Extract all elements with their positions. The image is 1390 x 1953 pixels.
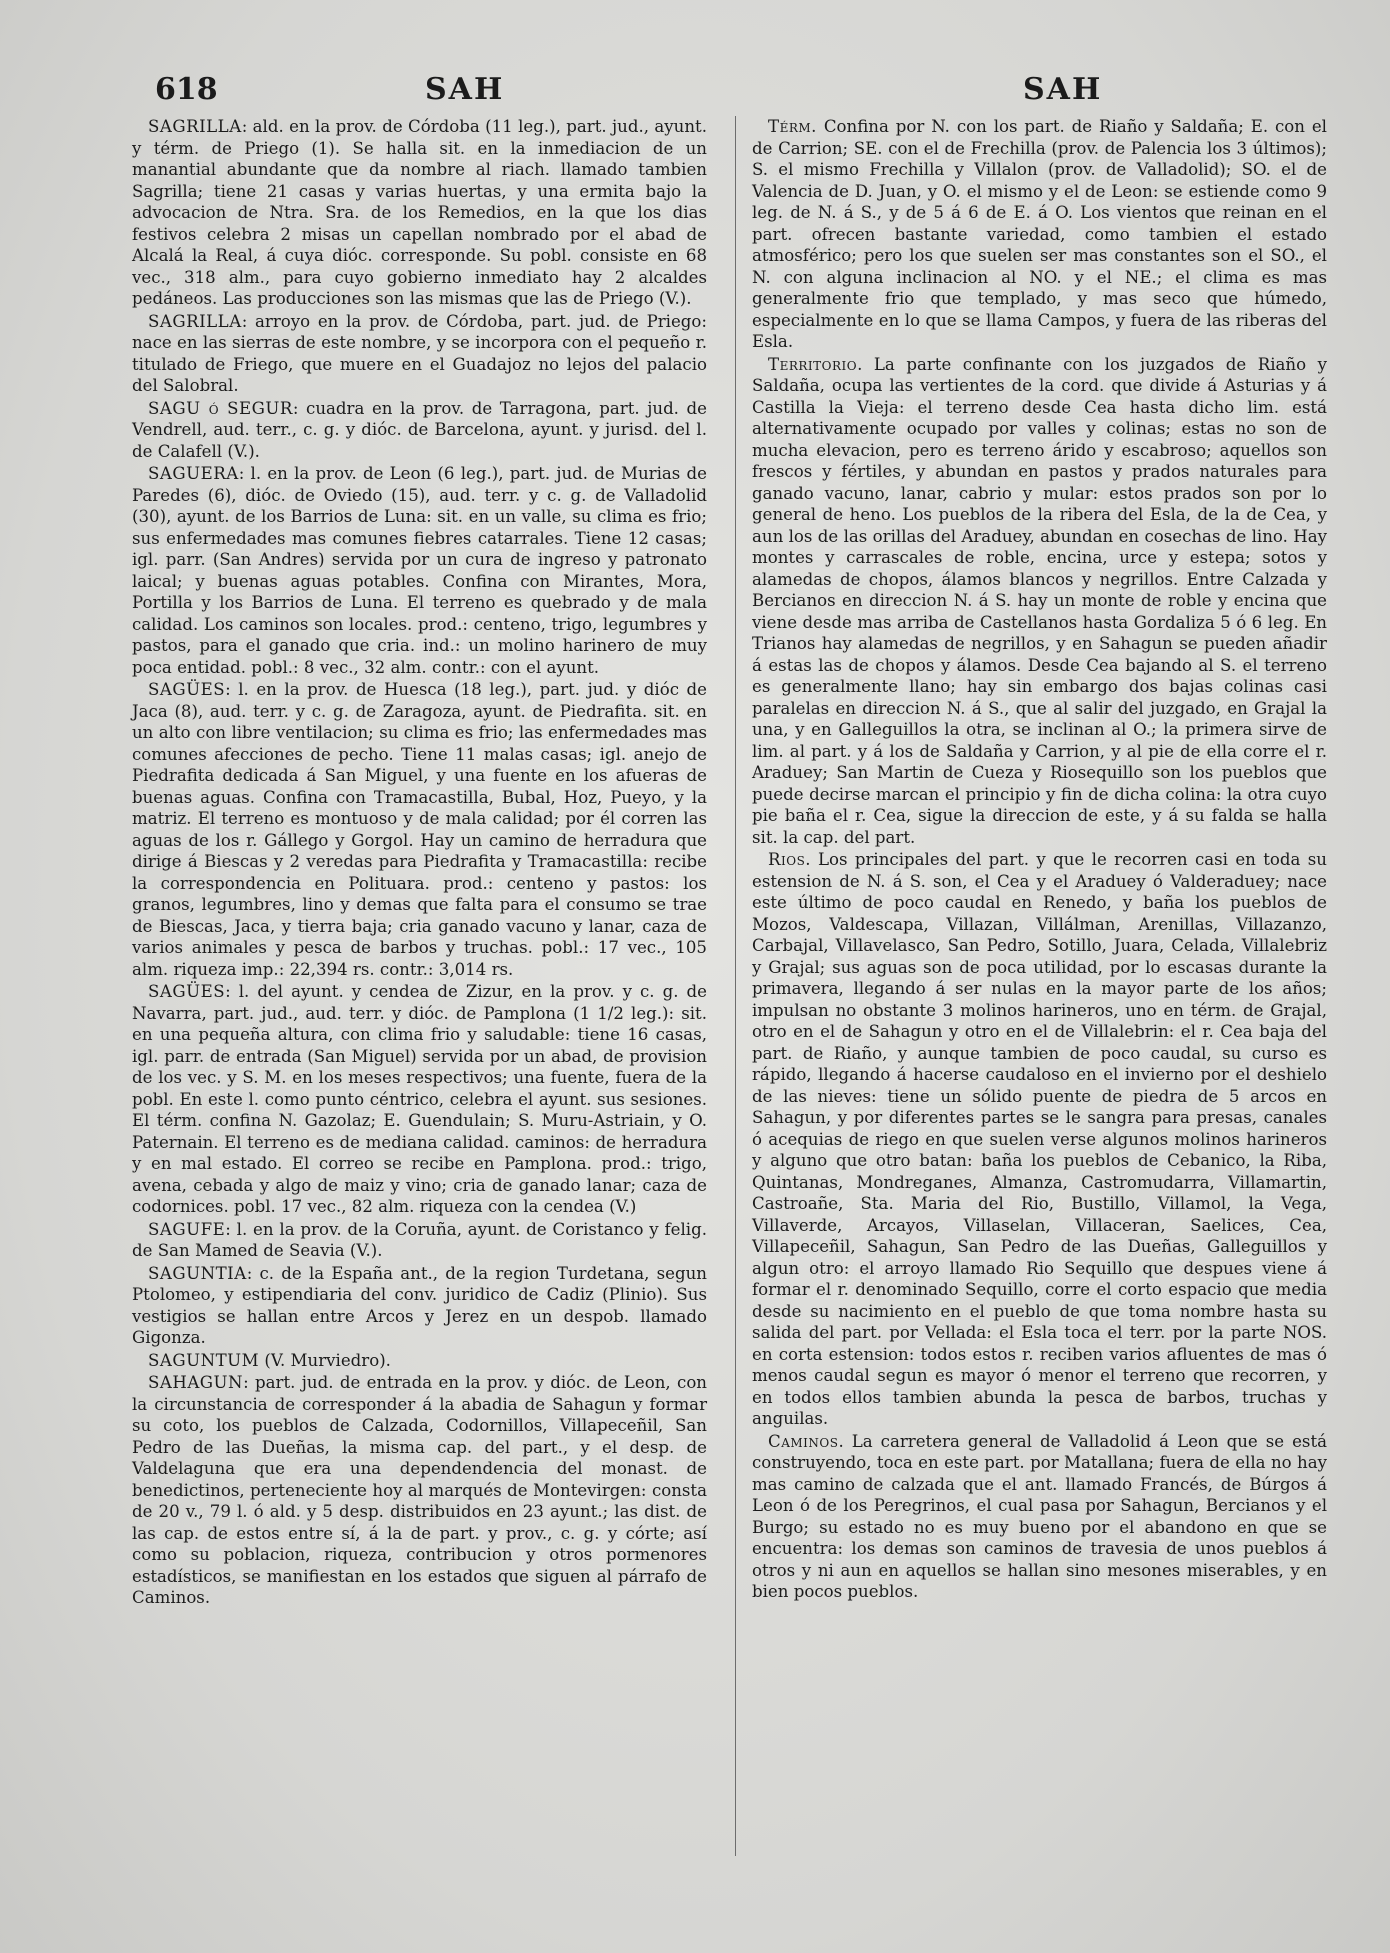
entry-text: (V. Murviedro). [259, 1350, 391, 1370]
entry-saguntia [132, 1263, 707, 1349]
entry-text: : part. jud. de entrada en la prov. y dióc. de Leon, con la circunstancia de corresponder á la abadia de Sahagun y formar su coto, los pueblos de Calzada, Codornillos, Villapeceñil, San Pedro de las Dueñas, la misma cap. del part., y el desp. de Valdelaguna que era una dependendencia del monast. de benedictinos, perteneciente hoy al marqués de Montevirgen: consta de 20 v., 79 l. ó ald. y 5 desp. distribuidos en 23 ayunt.; las dist. de las cap. de estos entre sí, á la de part. y prov., c. g. y córte; así como su poblacion, riqueza, contribucion y otros pormenores estadísticos, se manifiestan en los estados que siguen al párrafo de Caminos. [132, 1373, 707, 1607]
entry-sagrilla-arroyo [132, 311, 707, 397]
entry-headword: SAGRILLA [148, 117, 242, 136]
entry-text: : c. de la España ant., de la region Turdetana, segun Ptolomeo, y estipendiaria del conv. juridico de Cadiz (Plinio). Sus vestigios se hallan entre Arcos y Jerez en un despob. llamado Gigonza. [132, 1263, 707, 1347]
column-divider [735, 116, 736, 1856]
section-text: . La parte confinante con los juzgados de Riaño y Saldaña, ocupa las vertientes de la cord. que divide á Asturias y á Castilla la Vieja: el terreno desde Cea hasta dicho lim. está alternativamente ocupado por valles y colinas; estas no son de mucha elevacion, pero es terreno árido y escabroso; aquellos son frescos y fértiles, y abundan en pastos y prados naturales para ganado vacuno, lanar, cabrio y mular: estos prados son por lo general de heno. Los pueblos de la ribera del Esla, de la de Cea, y aun los de las orillas del Araduey, abundan en cosechas de lino. Hay montes y carrascales de roble, encina, urce y estepa; sotos y alamedas de chopos, álamos blancos y negrillos. Entre Calzada y Bercianos en direccion N. á S. hay un monte de roble y encina que viene desde mas arriba de Castellanos hasta Gordaliza 5 ó 6 leg. En Trianos hay alamedas de negrillos, y en Sahagun se pueden añadir á estas las de chopos y álamos. Desde Cea bajando al S. el terreno es generalmente llano; hay sin embargo dos bajas colinas casi paralelas en direccion N. á S., que al salir del juzgado, en Grajal la una, y en Galleguillos la otra, se inclinan al O.; la primera sirve de lim. al part. y á los de Saldaña y Carrion, y al pie de ella corre el r. Araduey; San Martin de Cueza y Riosequillo son los pueblos que puede decirse marcan el principio y fin de dicha colina: la otra cuyo pie baña el r. Cea, sigue la direccion de este, y á su falda se halla sit. la cap. del part. [752, 354, 1327, 847]
section-heading: Rios [768, 850, 806, 869]
section-text: Confina por N. con los part. de Riaño y Saldaña; E. con el de Carrion; SE. con el de Frechilla (prov. de Palencia los 3 últimos); S. el mismo Frechilla y Villalon (prov. de Valladolid); SO. el de Valencia de D. Juan, y O. el mismo y el de Leon: se estiende como 9 leg. de N. á S., y de 5 á 6 de E. á O. Los vientos que reinan en el part. ofrecen bastante variedad, como tambien el estado atmosférico; pero los que suelen ser mas constantes son el SO., el N. con alguna inclinacion al NO. y el NE.; el clima es mas generalmente frio que templado, y mas seco que húmedo, especialmente en lo que se llama Campos, y fuera de las riberas del Esla. [752, 117, 1327, 351]
page-number: 618 [155, 72, 218, 107]
section-text: . Los principales del part. y que le recorren casi en toda su estension de N. á S. son, el Cea y el Araduey ó Valderaduey; nace este último de poco caudal en Renedo, y baña los pueblos de Mozos, Valdescapa, Villazan, Villálman, Arenillas, Villazanzo, Carbajal, Villavelasco, San Pedro, Sotillo, Juara, Celada, Villalebriz y Grajal; sus aguas son de poca utilidad, por lo escasas durante la primavera, llegando á ser nulas en la mayor parte de los años; impulsan no obstante 3 molinos harineros, uno en térm. de Grajal, otro en el de Sahagun y otro en el de Villalebrin: el r. Cea baja del part. de Riaño, y aunque tambien de poco caudal, su curso es rápido, llegando á hacerse caudaloso en el invierno por el deshielo de las nieves: tiene un sólido puente de piedra de 5 arcos en Sahagun, y por diferentes partes se le sangra para presas, canales ó acequias de riego en que suelen verse algunos molinos harineros y alguno que otro batan: baña los pueblos de Cebanico, la Riba, Quintanas, Mondreganes, Almanza, Castromudarra, Villamartin, Castroañe, Sta. Maria del Rio, Bustillo, Villamol, la Vega, Villaverde, Arcayos, Villaselan, Villaceran, Saelices, Cea, Villapeceñil, Sahagun, San Pedro de las Dueñas, Galleguillos y algun otro: el arroyo llamado Rio Sequillo que despues viene á formar el r. denominado Sequillo, corre el corto espacio que media desde su nacimiento en el pueblo de que toma nombre hasta su salida del part. por Vellada: el Esla toca el terr. por la parte NOS. en corta estension: todos estos r. reciben varios afluentes de mas ó menos caudal segun es mayor ó menor el terreno que recorren, y en todos ellos tambien abunda la pesca de barbos, truchas y anguilas. [752, 850, 1327, 1428]
entry-text: : l. en la prov. de la Coruña, ayunt. de Coristanco y felig. de San Mamed de Seavia (V.). [132, 1219, 707, 1260]
page-header [155, 72, 1310, 112]
section-caminos [752, 1431, 1327, 1603]
entry-headword: SAGÜES [148, 680, 226, 699]
section-termino [752, 116, 1327, 353]
section-heading: Térm. [768, 117, 817, 136]
section-territorio [752, 354, 1327, 849]
entry-sagues-huesca [132, 679, 707, 980]
entry-text: : l. en la prov. de Leon (6 leg.), part. jud. de Murias de Paredes (6), dióc. de Oviedo (15), aud. terr. y c. g. de Valladolid (30), ayunt. de los Barrios de Luna: sit. en un valle, su clima es frio; sus enfermedades mas comunes fiebres catarrales. Tiene 12 casas; igl. parr. (San Andres) servida por un cura de ingreso y patronato laical; y buenas aguas potables. Confina con Mirantes, Mora, Portilla y los Barrios de Luna. El terreno es quebrado y de mala calidad. Los caminos son locales. prod.: centeno, trigo, legumbres y pastos, para el ganado que cria. ind.: un molino harinero de muy poca entidad. pobl.: 8 vec., 32 alm. contr.: con el ayunt. [132, 464, 707, 677]
entry-saguntum [132, 1350, 707, 1372]
right-column [752, 116, 1327, 1604]
entry-text: : arroyo en la prov. de Córdoba, part. jud. de Priego: nace en las sierras de este nombre, y se incorpora con el pequeño r. titulado de Friego, que muere en el Guadajoz no lejos del palacio del Salobral. [132, 311, 707, 395]
entry-headword: SAGRILLA [148, 311, 242, 331]
entry-headword: SAGUERA [148, 464, 239, 483]
entry-sagues-navarra [132, 981, 707, 1218]
entry-headword: SAGÜES [148, 982, 226, 1001]
entry-text: : l. en la prov. de Huesca (18 leg.), part. jud. y dióc de Jaca (8), aud. terr. y c. g. de Zaragoza, ayunt. de Piedrafita. sit. en un alto con libre ventilacion; su clima es frio; las enfermedades mas comunes afecciones de pecho. Tiene 11 malas casas; igl. anejo de Piedrafita dedicada á San Miguel, y una fuente en los afueras de buenas aguas. Confina con Tramacastilla, Bubal, Hoz, Pueyo, y la matriz. El terreno es montuoso y de mala calidad; por él corren las aguas de los r. Gállego y Gorgol. Hay un camino de herradura que dirige á Biescas y 2 veredas para Piedrafita y Tramacastilla: recibe la correspondencia en Polituara. prod.: centeno y pastos: los granos, legumbres, lino y demas que falta para el consumo se trae de Biescas, Jaca, y tierra baja; cria ganado vacuno y lanar, caza de varios animales y pesca de barbos y truchas. pobl.: 17 vec., 105 alm. riqueza imp.: 22,394 rs. contr.: 3,014 rs. [132, 680, 707, 979]
entry-sagu [132, 398, 707, 463]
section-text: . La carretera general de Valladolid á Leon que se está construyendo, toca en este part. por Matallana; fuera de ella no hay mas camino de calzada que el ant. llamado Francés, de Búrgos á Leon ó de los Peregrinos, el cual pasa por Sahagun, Bercianos y el Burgo; su estado no es muy bueno por el abandono en que se encuentra: los demas son caminos de travesia de unos pueblos á otros y ni aun en aquellos se hallan sino mesones miserables, y en bien pocos pueblos. [752, 1431, 1327, 1601]
section-heading: Territorio [768, 354, 858, 374]
entry-text: : ald. en la prov. de Córdoba (11 leg.), part. jud., ayunt. y térm. de Priego (1). Se halla sit. en la inmediacion de un manantial abundante que da nombre al riach. llamado tambien Sagrilla; tiene 21 casas y varias huertas, y una ermita bajo la advocacion de Ntra. Sra. de los Remedios, en la que los dias festivos celebra 2 misas un capellan nombrado por el abad de Alcalá la Real, á cuya dióc. corresponde. Su pobl. consiste en 68 vec., 318 alm., para cuyo gobierno inmediato hay 2 alcaldes pedáneos. Las producciones son las mismas que las de Priego (V.). [132, 117, 707, 308]
running-head-left: SAH [425, 72, 505, 107]
entry-text: : cuadra en la prov. de Tarragona, part. jud. de Vendrell, aud. terr., c. g. y dióc. de Barcelona, ayunt. y jurisd. del l. de Calafell (V.). [132, 398, 708, 461]
entry-sagrilla-ald [132, 116, 707, 310]
entry-headword: SAGUNTIA [148, 1263, 247, 1283]
entry-sagufe [132, 1219, 707, 1262]
entry-saguera [132, 463, 707, 678]
running-head-right: SAH [1023, 72, 1103, 107]
entry-text: : l. del ayunt. y cendea de Zizur, en la prov. y c. g. de Navarra, part. jud., aud. terr. y dióc. de Pamplona (1 1/2 leg.): sit. en una pequeña altura, con clima frio y saludable: tiene 16 casas, igl. parr. de entrada (San Miguel) servida por un abad, de provision de los vec. y S. M. en los meses respectivos; una fuente, fuera de la pobl. En este l. como punto céntrico, celebra el ayunt. sus sesiones. El térm. confina N. Gazolaz; E. Guendulain; S. Muru-Astriain, y O. Paternain. El terreno es de mediana calidad. caminos: de herradura y en mal estado. El correo se recibe en Pamplona. prod.: trigo, avena, cebada y algo de maiz y vino; cria de ganado lanar; caza de codornices. pobl. 17 vec., 82 alm. riqueza con la cendea (V.) [132, 982, 707, 1216]
entry-headword: SAGUFE [148, 1219, 226, 1239]
section-heading: Caminos [768, 1431, 839, 1451]
entry-headword: SAGU ó SEGUR [148, 398, 293, 418]
entry-sahagun [132, 1372, 707, 1609]
entry-headword: SAGUNTUM [148, 1350, 260, 1370]
section-rios [752, 849, 1327, 1430]
entry-headword: SAHAGUN [148, 1373, 244, 1392]
left-column [132, 116, 707, 1610]
